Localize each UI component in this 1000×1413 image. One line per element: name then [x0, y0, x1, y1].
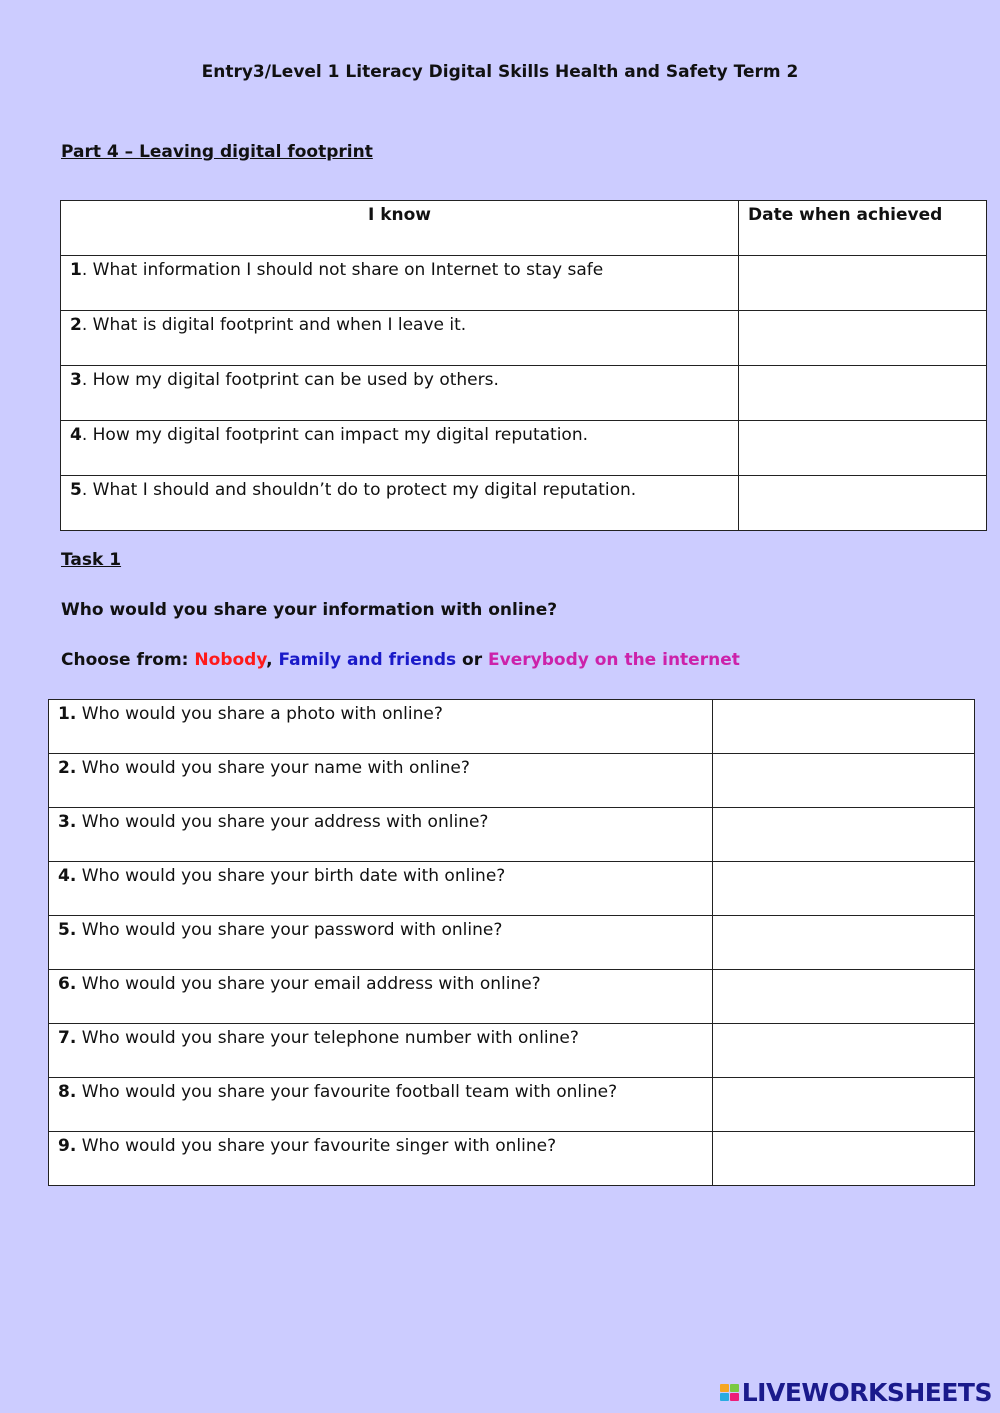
item-number: 1.: [58, 704, 77, 724]
item-number: 7.: [58, 1028, 77, 1048]
item-text: . What information I should not share on Internet to stay safe: [81, 260, 604, 280]
share-question-7: [49, 1024, 713, 1078]
item-text: . How my digital footprint can be used by others.: [81, 370, 499, 390]
i-know-header: I know: [61, 201, 739, 256]
answer-cell-1[interactable]: [713, 700, 975, 754]
table-row: [49, 1078, 975, 1132]
separator: ,: [266, 650, 279, 670]
table-row: [49, 862, 975, 916]
item-number: 2: [70, 315, 82, 335]
share-question-5: [49, 916, 713, 970]
option-nobody: Nobody: [194, 650, 267, 670]
answer-cell-8[interactable]: [713, 1078, 975, 1132]
choose-from-line: [61, 650, 740, 670]
item-number: 9.: [58, 1136, 77, 1156]
answer-cell-7[interactable]: [713, 1024, 975, 1078]
answer-cell-4[interactable]: [713, 862, 975, 916]
table-row: [49, 1132, 975, 1186]
table-row: [49, 970, 975, 1024]
liveworksheets-logo[interactable]: [720, 1378, 992, 1407]
know-item-4: [61, 421, 739, 476]
know-item-2: [61, 311, 739, 366]
share-questions-table: [48, 699, 975, 1186]
table-row: [49, 700, 975, 754]
share-question-6: [49, 970, 713, 1024]
option-everybody: Everybody on the internet: [488, 650, 740, 670]
item-text: . How my digital footprint can impact my digital reputation.: [81, 425, 589, 445]
item-text: Who would you share your favourite football team with online?: [76, 1082, 618, 1102]
date-achieved-cell-4[interactable]: [739, 421, 987, 476]
table-row: [49, 1024, 975, 1078]
item-number: 4: [70, 425, 82, 445]
separator: or: [456, 650, 489, 670]
option-family-and-friends: Family and friends: [278, 650, 457, 670]
document-title: Entry3/Level 1 Literacy Digital Skills Health and Safety Term 2: [201, 62, 799, 82]
answer-cell-3[interactable]: [713, 808, 975, 862]
table-row: [49, 808, 975, 862]
answer-cell-2[interactable]: [713, 754, 975, 808]
item-number: 5.: [58, 920, 77, 940]
item-number: 3: [70, 370, 82, 390]
item-text: Who would you share your telephone number with online?: [76, 1028, 579, 1048]
item-text: . What I should and shouldn’t do to protect my digital reputation.: [81, 480, 637, 500]
part-heading: Part 4 – Leaving digital footprint: [61, 142, 373, 162]
item-number: 5: [70, 480, 82, 500]
logo-text: LIVEWORKSHEETS: [741, 1378, 992, 1407]
item-text: Who would you share a photo with online?: [76, 704, 443, 724]
date-achieved-cell-2[interactable]: [739, 311, 987, 366]
choose-label: Choose from:: [61, 650, 195, 670]
item-text: Who would you share your address with online?: [76, 812, 489, 832]
date-achieved-cell-5[interactable]: [739, 476, 987, 531]
share-question-9: [49, 1132, 713, 1186]
item-text: . What is digital footprint and when I leave it.: [81, 315, 467, 335]
table-header-row: [61, 201, 987, 256]
table-row: [61, 421, 987, 476]
table-row: [61, 476, 987, 531]
share-question-8: [49, 1078, 713, 1132]
know-item-1: [61, 256, 739, 311]
share-question-3: [49, 808, 713, 862]
share-question-2: [49, 754, 713, 808]
date-achieved-cell-1[interactable]: [739, 256, 987, 311]
table-row: [49, 916, 975, 970]
item-text: Who would you share your favourite singer with online?: [76, 1136, 557, 1156]
know-item-3: [61, 366, 739, 421]
answer-cell-6[interactable]: [713, 970, 975, 1024]
answer-cell-5[interactable]: [713, 916, 975, 970]
item-number: 3.: [58, 812, 77, 832]
item-number: 1: [70, 260, 82, 280]
share-question-1: [49, 700, 713, 754]
item-number: 2.: [58, 758, 77, 778]
table-row: [61, 256, 987, 311]
item-number: 6.: [58, 974, 77, 994]
task-heading: Task 1: [61, 550, 122, 570]
date-achieved-header: Date when achieved: [739, 201, 987, 256]
table-row: [49, 754, 975, 808]
task-question: Who would you share your information with online?: [61, 600, 558, 620]
table-row: [61, 311, 987, 366]
i-know-table: [60, 200, 987, 531]
know-item-5: [61, 476, 739, 531]
item-number: 8.: [58, 1082, 77, 1102]
item-text: Who would you share your birth date with online?: [76, 866, 506, 886]
liveworksheets-logo-icon: [720, 1384, 739, 1401]
share-question-4: [49, 862, 713, 916]
answer-cell-9[interactable]: [713, 1132, 975, 1186]
item-text: Who would you share your email address with online?: [76, 974, 541, 994]
table-row: [61, 366, 987, 421]
item-number: 4.: [58, 866, 77, 886]
item-text: Who would you share your password with online?: [76, 920, 503, 940]
date-achieved-cell-3[interactable]: [739, 366, 987, 421]
item-text: Who would you share your name with online?: [76, 758, 470, 778]
